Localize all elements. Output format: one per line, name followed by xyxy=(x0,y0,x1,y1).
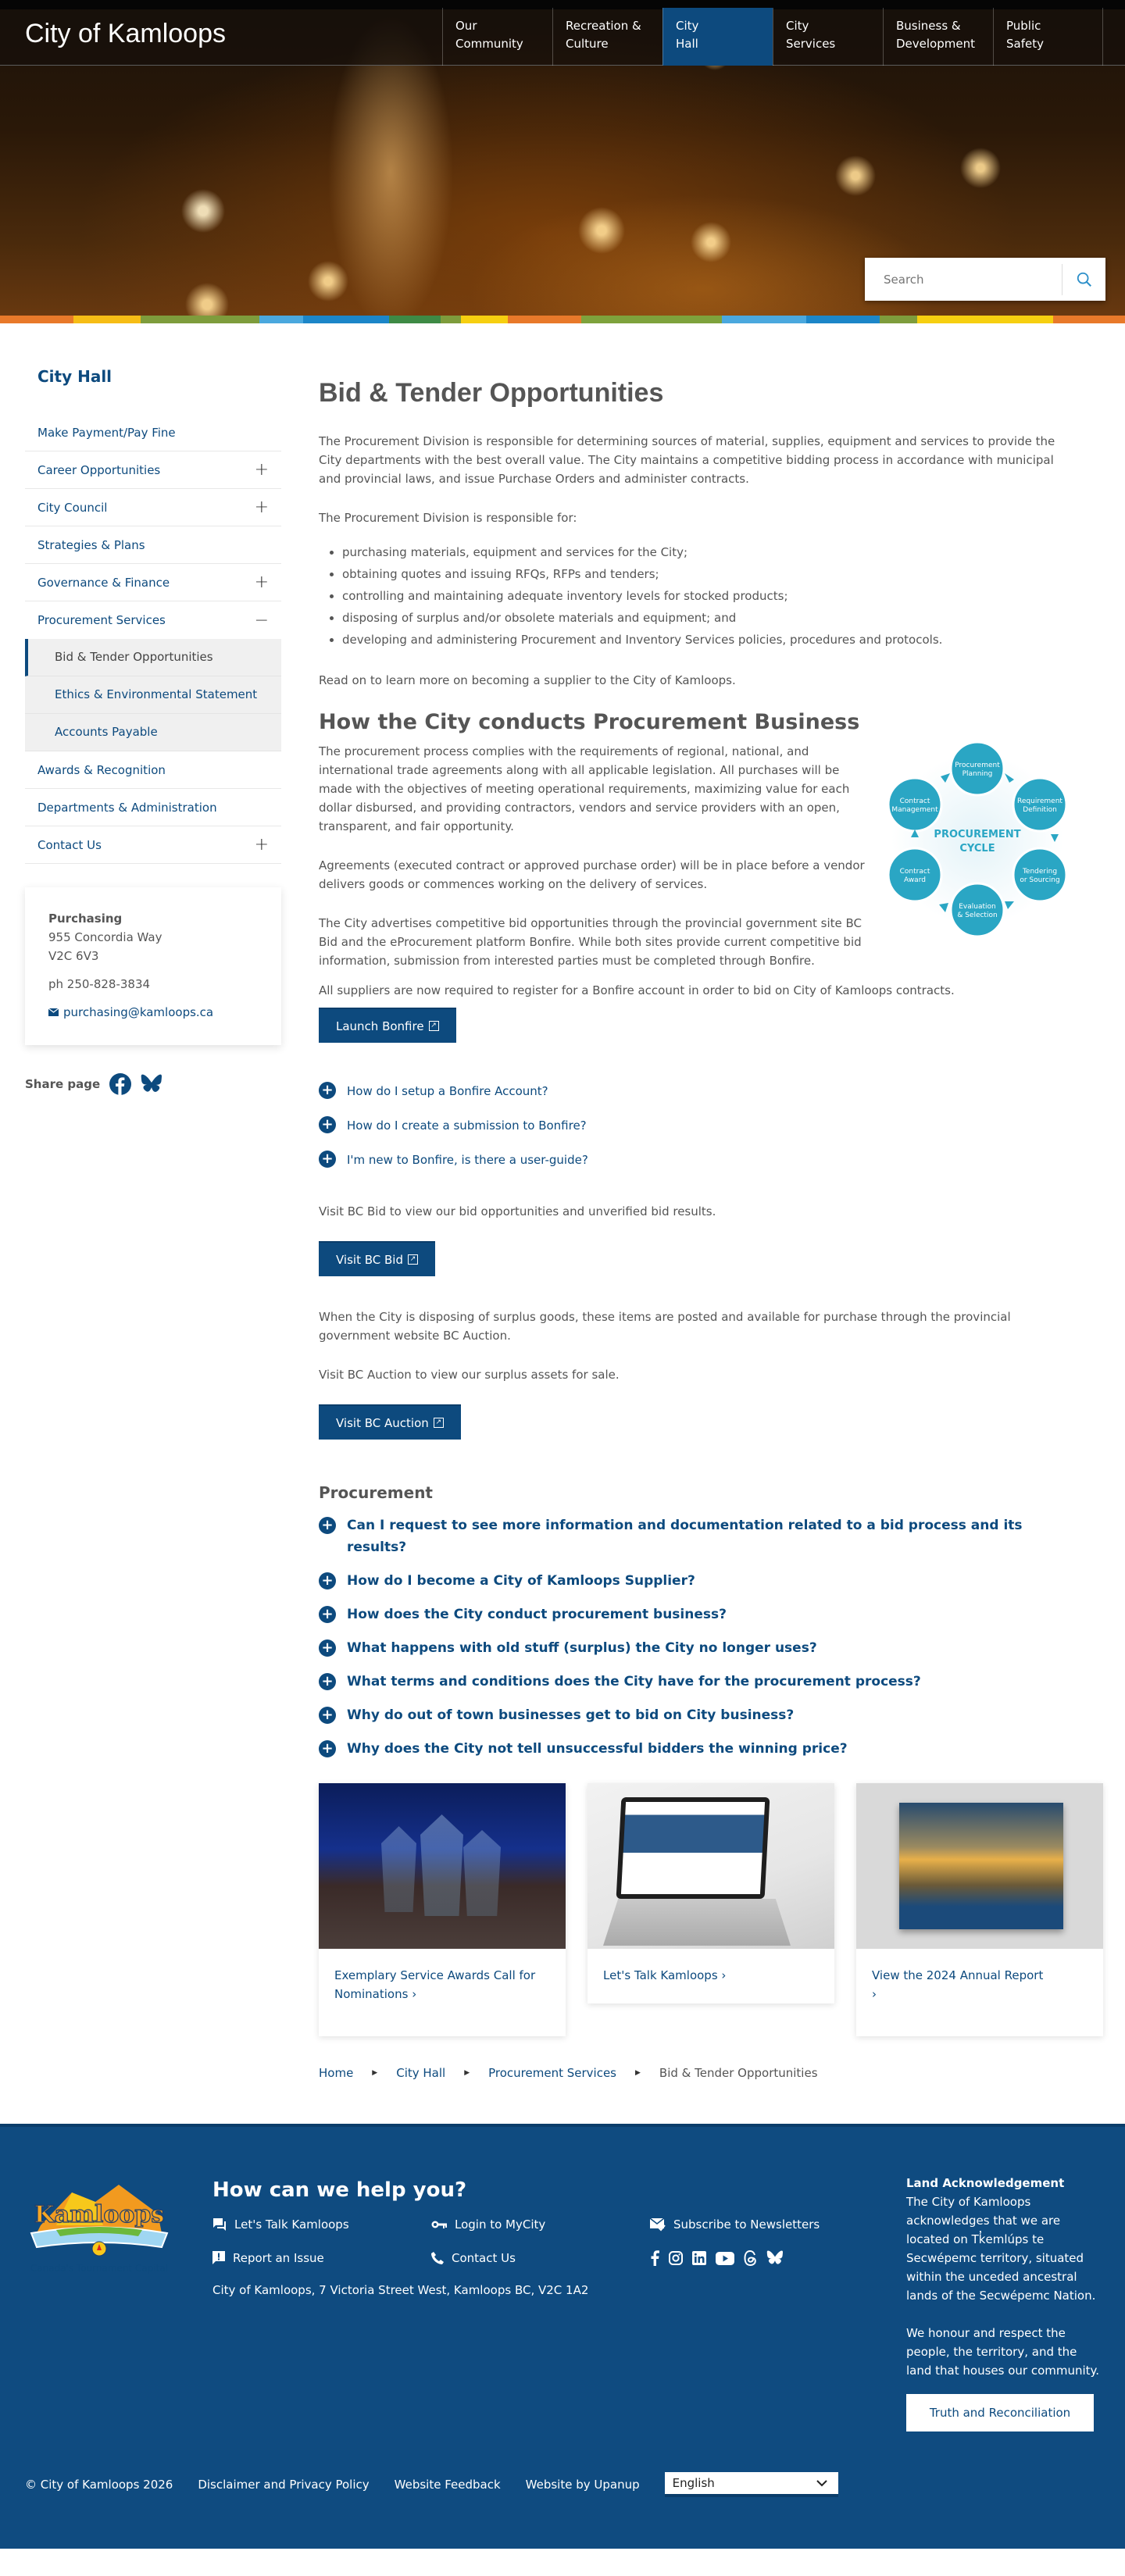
footer-link-upanup[interactable]: Website by Upanup xyxy=(525,2478,640,2492)
launch-bonfire-button[interactable]: Launch Bonfire ↗ xyxy=(319,1008,456,1043)
nav-recreation-culture[interactable]: Recreation & Culture xyxy=(552,8,662,66)
footer-quick-links xyxy=(212,2217,869,2266)
awards-trophies-photo xyxy=(319,1783,566,1949)
nav-city-services[interactable]: City Services xyxy=(773,8,883,66)
faq-heading: Procurement xyxy=(319,1483,433,1502)
responsibilities-lead: The Procurement Division is responsible for: xyxy=(319,511,577,525)
search-box xyxy=(865,258,1105,301)
procurement-business-text xyxy=(319,742,866,981)
cycle-center-label: PROCUREMENT xyxy=(934,829,1021,840)
expand-icon[interactable]: + xyxy=(254,835,269,855)
accordion-item-setup-account[interactable]: + How do I setup a Bonfire Account? xyxy=(319,1082,1075,1101)
footer-link-report-issue[interactable]: Report an Issue xyxy=(212,2250,431,2266)
chevron-right-icon: › xyxy=(412,1987,417,2001)
color-stripe-segment xyxy=(917,316,1053,323)
threads-icon[interactable] xyxy=(744,2250,757,2266)
plus-circle-icon: + xyxy=(319,1082,336,1099)
sidebar-item-awards-recognition[interactable]: Awards & Recognition xyxy=(25,751,281,789)
hero-banner xyxy=(0,0,1125,323)
footer-social-links xyxy=(650,2250,869,2266)
instagram-icon[interactable] xyxy=(669,2251,683,2265)
sidebar-item-contact-us[interactable]: Contact Us + xyxy=(25,826,281,864)
card-exemplary-service-awards[interactable] xyxy=(319,1783,566,2036)
footer-help-title: How can we help you? xyxy=(212,2178,467,2202)
sidebar-title: City Hall xyxy=(38,367,112,386)
color-stripe-segment xyxy=(441,316,461,323)
color-stripe xyxy=(0,316,1125,323)
card-caption: View the 2024 Annual Report › xyxy=(872,1968,1044,2001)
contact-phone: ph 250-828-3834 xyxy=(48,977,151,991)
sidebar-item-make-payment[interactable]: Make Payment/Pay Fine xyxy=(25,414,281,451)
color-stripe-segment xyxy=(303,316,389,323)
surplus-paragraph: When the City is disposing of surplus goods, these items are posted and available for purchase through the provincial government website BC Auction. xyxy=(319,1310,1011,1343)
expand-icon[interactable]: + xyxy=(254,573,269,592)
cycle-step-label: Contract xyxy=(899,797,930,805)
truth-reconciliation-button[interactable]: Truth and Reconciliation xyxy=(906,2394,1094,2432)
sidebar-subitem-bid-tender[interactable]: Bid & Tender Opportunities xyxy=(25,639,281,676)
language-select[interactable] xyxy=(665,2472,838,2497)
section-heading-procurement-business: How the City conducts Procurement Business xyxy=(319,710,860,734)
external-link-icon: ↗ xyxy=(429,1021,439,1031)
sidebar-item-strategies-plans[interactable]: Strategies & Plans xyxy=(25,526,281,564)
plus-circle-icon: + xyxy=(319,1151,336,1168)
footer-link-login-mycity[interactable]: Login to MyCity xyxy=(431,2217,650,2232)
accordion-item-user-guide[interactable]: + I'm new to Bonfire, is there a user-guide? xyxy=(319,1151,1075,1169)
nav-public-safety[interactable]: Public Safety xyxy=(993,8,1103,66)
procurement-cycle-graphic xyxy=(880,742,1075,937)
color-stripe-segment xyxy=(389,316,441,323)
chevron-right-icon: › xyxy=(721,1968,727,1982)
plus-circle-icon: + xyxy=(319,1673,336,1690)
breadcrumb-city-hall[interactable]: City Hall xyxy=(396,2066,446,2080)
sidebar-item-procurement-services[interactable]: Procurement Services − xyxy=(38,610,269,630)
footer-link-feedback[interactable]: Website Feedback xyxy=(394,2478,501,2492)
land-acknowledgement-text-2: We honour and respect the people, the territory, and the land that houses our community. xyxy=(906,2326,1100,2378)
faq-item[interactable]: + Can I request to see more information and documentation related to a bid process and its results? xyxy=(319,1515,1075,1558)
paragraph: The City advertises competitive bid opportunities through the provincial government site BC Bid and the eProcurement platform Bonfire. While both sites provide current competitive bid information, submission from interested parties must be completed through Bonfire. xyxy=(319,916,862,968)
cycle-step-label: & Selection xyxy=(957,912,998,919)
copyright: © City of Kamloops 2026 xyxy=(25,2478,173,2492)
expand-icon[interactable]: + xyxy=(254,498,269,517)
cycle-step-label: Requirement xyxy=(1017,797,1062,805)
card-lets-talk-kamloops[interactable] xyxy=(588,1783,834,2003)
youtube-icon[interactable] xyxy=(716,2252,734,2265)
bonfire-note: All suppliers are now required to register for a Bonfire account in order to bid on City of Kamloops contracts. xyxy=(319,983,955,997)
cycle-step-label: Evaluation xyxy=(959,903,996,911)
sidebar-subitem-ethics-environmental[interactable]: Ethics & Environmental Statement xyxy=(25,676,281,714)
breadcrumb-home[interactable]: Home xyxy=(319,2066,354,2080)
list-item: • purchasing materials, equipment and services for the City; xyxy=(342,541,1075,563)
search-icon xyxy=(1076,271,1093,288)
logo-tagline: Canada's Tournament Capital xyxy=(30,2263,169,2274)
list-item: • obtaining quotes and issuing RFQs, RFPs and tenders; xyxy=(342,563,1075,585)
key-icon xyxy=(431,2220,447,2229)
sidebar-item-career-opportunities[interactable]: Career Opportunities + xyxy=(25,451,281,489)
breadcrumb-separator-icon: ▶ xyxy=(464,2069,470,2077)
page-title: Bid & Tender Opportunities xyxy=(319,378,664,408)
search-button[interactable] xyxy=(1062,264,1105,295)
chevron-right-icon: › xyxy=(872,1987,877,2001)
nav-business-development[interactable]: Business & Development xyxy=(883,8,993,66)
faq-item[interactable]: + What terms and conditions does the City have for the procurement process? xyxy=(319,1671,1075,1693)
sidebar-nav xyxy=(25,414,281,864)
faq-item[interactable]: + How do I become a City of Kamloops Supplier? xyxy=(319,1570,1075,1592)
card-caption: Let's Talk Kamloops › xyxy=(603,1968,727,1982)
card-annual-report[interactable] xyxy=(856,1783,1103,2036)
color-stripe-segment xyxy=(0,316,73,323)
land-acknowledgement xyxy=(906,2174,1102,2432)
contact-card xyxy=(25,887,281,1045)
chevron-down-icon xyxy=(816,2479,827,2487)
color-stripe-segment xyxy=(141,316,259,323)
plus-circle-icon: + xyxy=(319,1606,336,1623)
cycle-step-label: Definition xyxy=(1023,806,1057,814)
cycle-step-label: Award xyxy=(904,876,926,884)
bcbid-paragraph: Visit BC Bid to view our bid opportunities and unverified bid results. xyxy=(319,1204,716,1218)
email-icon xyxy=(48,1008,59,1016)
cycle-step-label: Tendering xyxy=(1022,868,1058,876)
footer-bottom-bar xyxy=(25,2472,838,2497)
color-stripe-segment xyxy=(461,316,508,323)
share-page xyxy=(25,1073,281,1095)
list-item: • developing and administering Procurement and Inventory Services policies, procedures and protocols. xyxy=(342,629,1075,651)
color-stripe-segment xyxy=(581,316,722,323)
facebook-icon[interactable] xyxy=(650,2250,659,2266)
paragraph: Agreements (executed contract or approved purchase order) will be in place before a vendor delivers goods or commences working on the delivery of services. xyxy=(319,858,865,891)
plus-circle-icon: + xyxy=(319,1639,336,1657)
kamloops-logo[interactable] xyxy=(25,2178,173,2274)
plus-circle-icon: + xyxy=(319,1740,336,1757)
nav-city-hall[interactable]: City Hall xyxy=(662,8,773,66)
color-stripe-segment xyxy=(806,316,880,323)
color-stripe-segment xyxy=(722,316,806,323)
svg-text:Kamloops: Kamloops xyxy=(34,2201,165,2228)
procurement-cycle-diagram xyxy=(880,742,1075,937)
visit-bcbid-button[interactable]: Visit BC Bid ↗ xyxy=(319,1241,435,1276)
footer-address: City of Kamloops, 7 Victoria Street West, Kamloops BC, V2C 1A2 xyxy=(212,2283,589,2297)
color-stripe-segment xyxy=(259,316,303,323)
facebook-icon[interactable] xyxy=(109,1073,131,1095)
accordion-item-create-submission[interactable]: + How do I create a submission to Bonfire? xyxy=(319,1116,1075,1135)
color-stripe-segment xyxy=(73,316,141,323)
color-stripe-segment xyxy=(880,316,917,323)
cycle-step-label: Management xyxy=(891,806,938,814)
search-input[interactable] xyxy=(865,258,1062,301)
expand-icon[interactable]: + xyxy=(254,460,269,480)
faq-item[interactable]: + How does the City conduct procurement business? xyxy=(319,1604,1075,1625)
responsibilities-list xyxy=(342,541,1075,651)
paragraph: The procurement process complies with the requirements of regional, national, and international trade agreements along with all applicable legislation. All purchases will be made with the objectives of meeting operational requirements, maximizing value for each dollar disbursed, and providing contractors, vendors and service providers with an open, transparent, and fair opportunity. xyxy=(319,744,850,833)
procurement-business-section xyxy=(319,742,1075,981)
report-icon xyxy=(212,2251,225,2265)
annual-report-cover xyxy=(856,1783,1103,1949)
cycle-step-label: Procurement xyxy=(955,762,1000,769)
plus-circle-icon: + xyxy=(319,1517,336,1534)
main-content xyxy=(319,323,1100,2124)
list-item: • controlling and maintaining adequate inventory levels for stocked products; xyxy=(342,585,1075,607)
auction-paragraph: Visit BC Auction to view our surplus assets for sale. xyxy=(319,1368,620,1382)
procurement-faq xyxy=(319,1515,1075,1760)
contact-name: Purchasing xyxy=(48,912,123,926)
bluesky-icon[interactable] xyxy=(141,1074,162,1094)
plus-circle-icon: + xyxy=(319,1707,336,1724)
bluesky-icon[interactable] xyxy=(766,2250,784,2266)
chat-icon xyxy=(212,2217,227,2232)
contact-email-link[interactable]: purchasing@kamloops.ca xyxy=(63,1005,214,1019)
breadcrumb-procurement-services[interactable]: Procurement Services xyxy=(488,2066,616,2080)
breadcrumb-current: Bid & Tender Opportunities xyxy=(659,2066,818,2080)
contact-address-line1: 955 Concordia Way xyxy=(48,930,162,944)
land-acknowledgement-title: Land Acknowledgement xyxy=(906,2176,1065,2190)
top-bar xyxy=(0,0,1125,66)
site-title-link[interactable]: City of Kamloops xyxy=(25,19,226,48)
sidebar xyxy=(25,323,281,2124)
faq-item[interactable]: + What happens with old stuff (surplus) the City no longer uses? xyxy=(319,1637,1075,1659)
sidebar-subitem-accounts-payable[interactable]: Accounts Payable xyxy=(25,714,281,751)
faq-item[interactable]: + Why do out of town businesses get to bid on City business? xyxy=(319,1704,1075,1726)
external-link-icon: ↗ xyxy=(434,1418,444,1428)
page-body xyxy=(0,323,1125,2124)
collapse-icon[interactable]: − xyxy=(254,610,269,630)
sidebar-item-departments-administration[interactable]: Departments & Administration xyxy=(25,789,281,826)
read-on-paragraph: Read on to learn more on becoming a supplier to the City of Kamloops. xyxy=(319,673,736,687)
land-acknowledgement-text: The City of Kamloops acknowledges that we are located on Tk̓emlúps te Secwépemc territory, situated within the unceded ancestral lands of the Secwépemc Nation. xyxy=(906,2195,1096,2303)
newsletter-icon xyxy=(650,2217,666,2232)
visit-bcauction-button[interactable]: Visit BC Auction ↗ xyxy=(319,1404,461,1440)
cycle-step-label: Planning xyxy=(962,770,993,778)
share-label: Share page xyxy=(25,1077,101,1091)
footer-link-disclaimer[interactable]: Disclaimer and Privacy Policy xyxy=(198,2478,370,2492)
sidebar-item-governance-finance[interactable]: Governance & Finance + xyxy=(25,564,281,601)
language-selected: English xyxy=(672,2476,715,2490)
footer-link-lets-talk[interactable]: Let's Talk Kamloops xyxy=(212,2217,431,2232)
plus-circle-icon: + xyxy=(319,1116,336,1133)
breadcrumb xyxy=(319,2066,1075,2080)
contact-address-line2: V2C 6V3 xyxy=(48,949,99,963)
list-item: • disposing of surplus and/or obsolete materials and equipment; and xyxy=(342,607,1075,629)
cycle-step-label: or Sourcing xyxy=(1020,876,1060,884)
footer-link-subscribe-newsletters[interactable]: Subscribe to Newsletters xyxy=(650,2217,869,2232)
bonfire-accordion xyxy=(319,1082,1075,1169)
main-nav xyxy=(442,8,1103,66)
linkedin-icon[interactable] xyxy=(692,2251,706,2265)
promo-cards xyxy=(319,1783,1075,2036)
sidebar-item-city-council[interactable]: City Council + xyxy=(25,489,281,526)
cycle-step-label: Contract xyxy=(899,868,930,876)
sidebar-subnav-procurement xyxy=(25,639,281,751)
breadcrumb-separator-icon: ▶ xyxy=(635,2069,641,2077)
phone-icon xyxy=(431,2252,444,2264)
kamloops-logo-graphic xyxy=(25,2178,173,2257)
color-stripe-segment xyxy=(1053,316,1125,323)
contact-email-row xyxy=(48,1003,258,1022)
nav-our-community[interactable]: Our Community xyxy=(442,8,552,66)
external-link-icon: ↗ xyxy=(408,1254,418,1265)
laptop-photo xyxy=(588,1783,834,1949)
color-stripe-segment xyxy=(508,316,581,323)
footer-link-contact-us[interactable]: Contact Us xyxy=(431,2250,650,2266)
plus-circle-icon: + xyxy=(319,1572,336,1589)
breadcrumb-separator-icon: ▶ xyxy=(372,2069,378,2077)
site-footer xyxy=(0,2124,1125,2549)
footer-help xyxy=(212,2178,869,2297)
card-caption: Exemplary Service Awards Call for Nominations › xyxy=(334,1968,536,2001)
intro-paragraph: The Procurement Division is responsible for determining sources of material, supplies, equipment and services to provide the City departments with the best overall value. The City maintains a competitive bidding process in accordance with municipal and provincial laws, and issue Purchase Orders and administer contracts. xyxy=(319,434,1055,486)
faq-item[interactable]: + Why does the City not tell unsuccessful bidders the winning price? xyxy=(319,1738,1075,1760)
cycle-center-label: CYCLE xyxy=(959,843,995,855)
